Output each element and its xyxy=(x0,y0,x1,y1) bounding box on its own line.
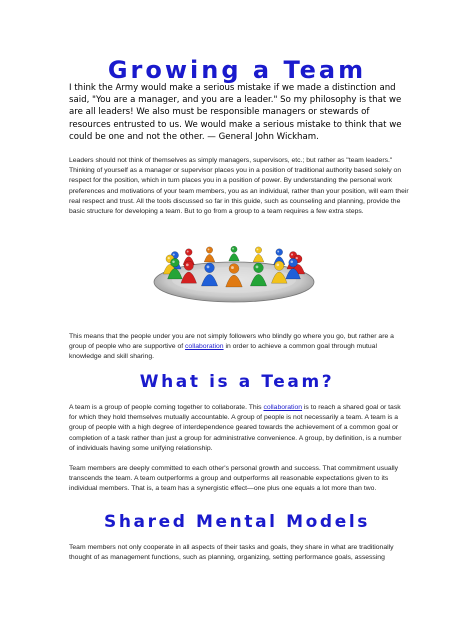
paragraph-team-definition xyxy=(69,403,409,454)
p2-text-before: This means that the people under you are not simply followers who blindly go where you go, but rather are a group of people who are supportive of xyxy=(69,333,394,351)
paragraph-shared-mental-models: Team members not only cooperate in all aspects of their tasks and goals, they share in what are traditionally thought of as management functions, such as planning, organizing, setting performance goals, assessing xyxy=(69,544,394,562)
team-figurines-image xyxy=(146,224,322,308)
paragraph-team-commitment: Team members are deeply committed to each other's personal growth and success. That commitment usually transcends the team. A team outperforms a group and outperforms all reasonable expectations given to its individual members. That is, a team has a synergistic effect—one plus one equals a lot more than two. xyxy=(69,465,399,493)
figurine xyxy=(229,246,240,261)
page-title: Growing a Team xyxy=(107,56,367,84)
section-heading-shared-mental-models: Shared Mental Models xyxy=(104,512,370,532)
collaboration-link-2[interactable]: collaboration xyxy=(263,404,303,411)
figurine xyxy=(253,247,264,262)
collaboration-link[interactable]: collaboration xyxy=(185,343,224,351)
figurine xyxy=(204,247,215,262)
p3-text-after: is to reach a shared goal or task for which they hold themselves mutually accountable. A group of people is not necessarily a team. A team is a group of people with a high degree of interdependence geared towards the achievement of a common goal or completion of a task rather than just a group for administrative convenience. A group, by definition, is a number of individuals having some unifying relationship. xyxy=(69,404,402,452)
paragraph-team-leaders: Leaders should not think of themselves as simply managers, supervisors, etc.; but rather as "team leaders." Thinking of yourself as a manager or supervisor places you in a position of traditional authority based solely on respect for the position, which in turn places you in a position of power. By understanding the personal work preferences and motivations of your team members, you as an individual, rather than your position, will earn their real respect and trust. All the tools discussed so far in this guide, such as counseling and planning, provide the basic structure for developing a team. But to go from a group to a team requires a few extra steps. xyxy=(69,157,409,216)
paragraph-followers xyxy=(69,332,409,363)
section-heading-what-is-a-team: What is a Team? xyxy=(139,372,335,392)
p3-text-before: A team is a group of people coming together to collaborate. This xyxy=(69,404,264,411)
leadership-quote: I think the Army would make a serious mistake if we made a distinction and said, "You are a manager, and you are a leader." So my philosophy is that we are all leaders! We also must be responsible managers or stewards of resources entrusted to us. We would make a serious mistake to think that we could be one and not the other. — General John Wickham. xyxy=(69,83,402,142)
p2-text-after: in order to achieve a common goal through mutual knowledge and skill sharing. xyxy=(69,343,377,361)
